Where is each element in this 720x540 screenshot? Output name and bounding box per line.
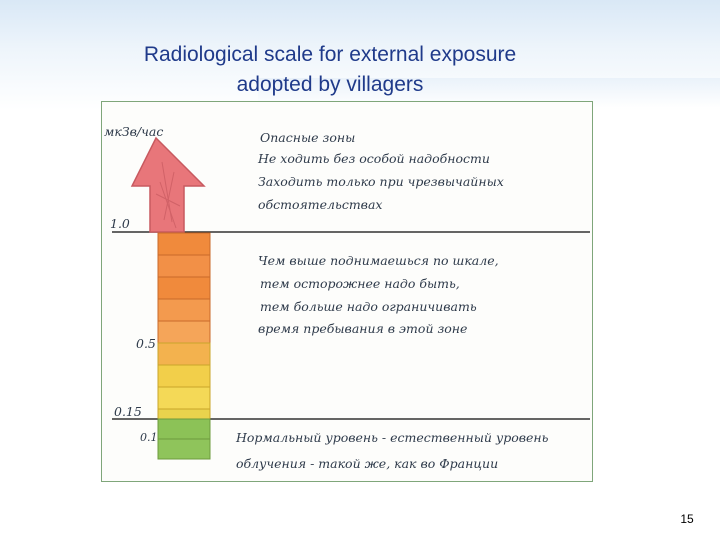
danger-text-4: обстоятельствах xyxy=(258,197,383,212)
danger-arrow xyxy=(132,138,204,232)
middle-text-4: время пребывания в этой зоне xyxy=(258,321,468,336)
middle-text-2: тем осторожнее надо быть, xyxy=(260,276,460,291)
tick-0-15: 0.15 xyxy=(114,404,142,419)
middle-text-1: Чем выше поднимаешься по шкале, xyxy=(258,253,499,268)
hand-drawn-scale-image xyxy=(101,101,593,482)
middle-text-3: тем больше надо ограничивать xyxy=(260,299,477,314)
normal-text-1: Нормальный уровень - естественный уровень xyxy=(236,430,549,445)
title-line-2: adopted by villagers xyxy=(236,73,424,97)
scale-drawing xyxy=(102,102,592,481)
slide-title xyxy=(100,40,560,100)
danger-text-2: Не ходить без особой надобности xyxy=(258,151,490,166)
title-line-1: Radiological scale for external exposure xyxy=(143,43,517,67)
page-number: 15 xyxy=(680,512,694,526)
yellow-zone xyxy=(158,343,210,419)
normal-text-2: облучения - такой же, как во Франции xyxy=(236,456,499,471)
danger-text-3: Заходить только при чрезвычайных xyxy=(258,174,504,189)
tick-0-5: 0.5 xyxy=(136,336,156,351)
orange-zone xyxy=(158,233,210,343)
tick-1-0: 1.0 xyxy=(110,216,130,231)
green-zone xyxy=(158,419,210,459)
unit-label: мкЗв/час xyxy=(104,124,164,139)
danger-text-1: Опасные зоны xyxy=(260,130,356,145)
tick-0-1: 0.1 xyxy=(140,431,158,444)
